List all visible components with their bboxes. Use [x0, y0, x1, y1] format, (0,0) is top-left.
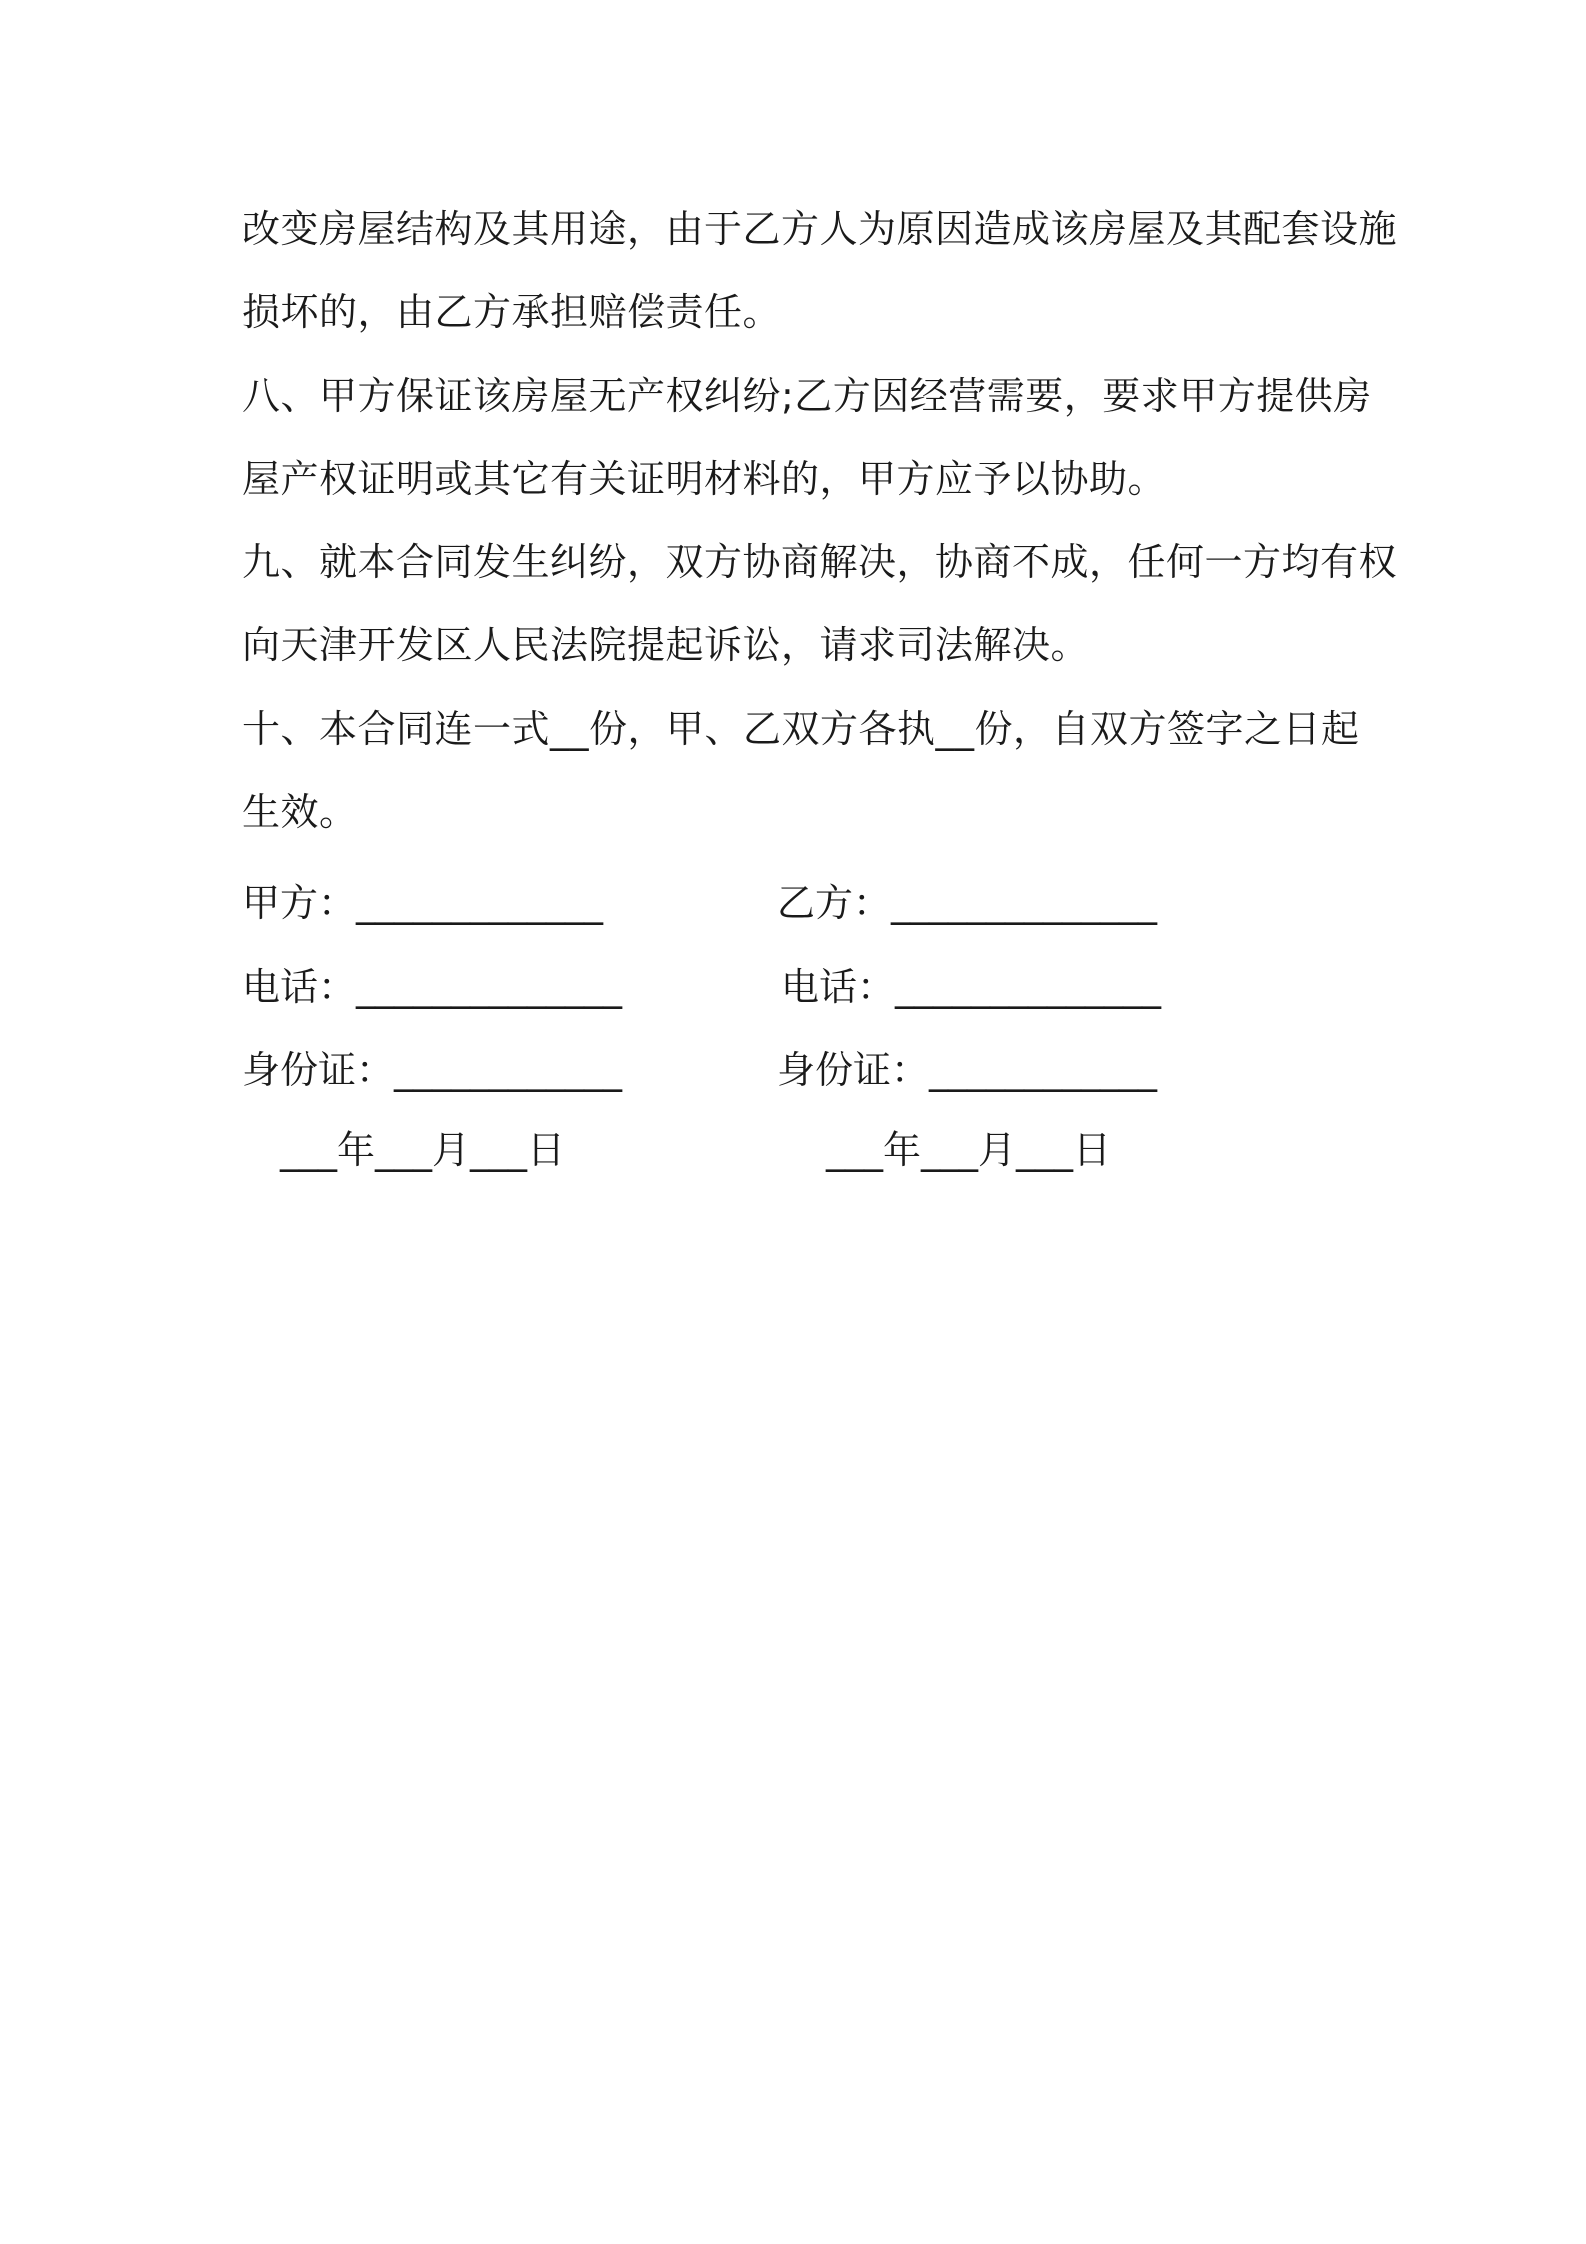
clause-ten: 十、本合同连一式__份，甲、乙双方各执__份，自双方签字之日起 [242, 707, 1360, 751]
paragraph-line: 向天津开发区人民法院提起诉讼，请求司法解决。 [242, 623, 1090, 667]
paragraph-line: 屋产权证明或其它有关证明材料的，甲方应予以协助。 [242, 457, 1167, 501]
party-a-id-field: 身份证：____________ [242, 1048, 623, 1092]
party-a-date-field: ___年___月___日 [280, 1128, 566, 1172]
party-a-name-field: 甲方：_____________ [242, 881, 604, 925]
paragraph-line: 损坏的，由乙方承担赔偿责任。 [242, 290, 782, 334]
party-a-phone-field: 电话：______________ [242, 965, 623, 1009]
party-b-name-field: 乙方：______________ [777, 881, 1158, 925]
clause-nine: 九、就本合同发生纠纷，双方协商解决，协商不成，任何一方均有权 [242, 540, 1398, 584]
party-b-phone-field: 电话：______________ [781, 965, 1162, 1009]
party-b-date-field: ___年___月___日 [826, 1128, 1112, 1172]
clause-eight: 八、甲方保证该房屋无产权纠纷;乙方因经营需要，要求甲方提供房 [242, 374, 1372, 418]
party-b-id-field: 身份证：____________ [777, 1048, 1158, 1092]
paragraph-line: 改变房屋结构及其用途，由于乙方人为原因造成该房屋及其配套设施 [242, 207, 1398, 251]
paragraph-line: 生效。 [242, 790, 358, 834]
